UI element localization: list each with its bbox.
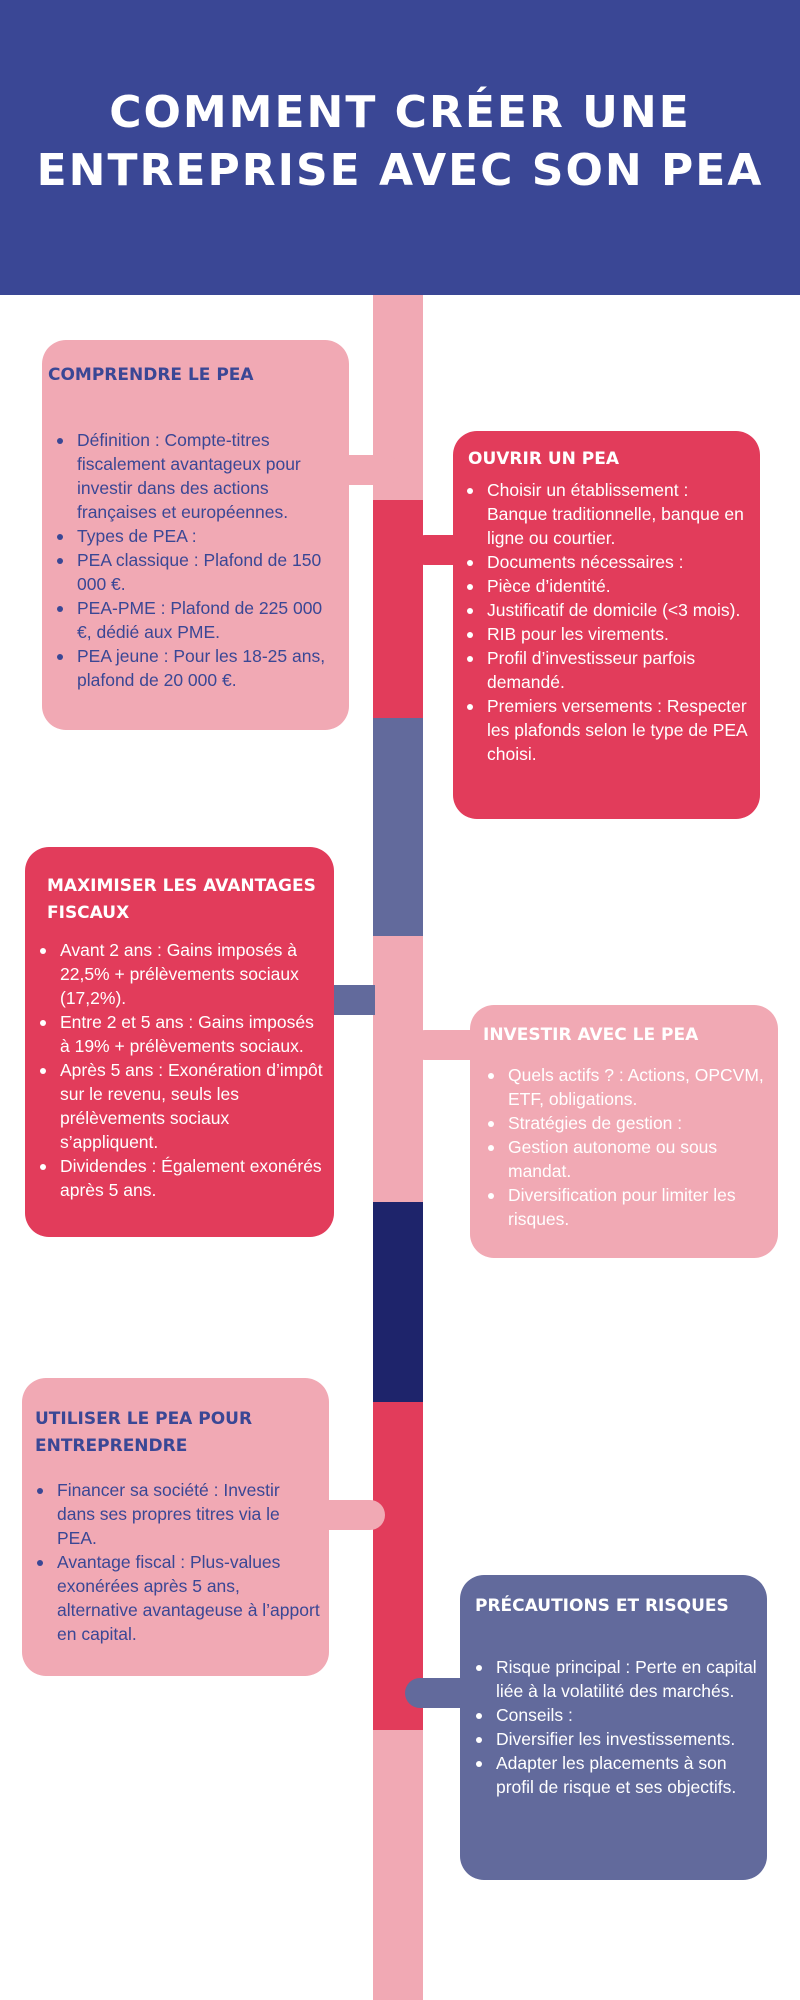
- card-maximiser-avantages: [25, 847, 334, 1237]
- card-list: [485, 1063, 770, 1231]
- card-heading: INVESTIR AVEC LE PEA: [483, 1025, 699, 1045]
- connector: [410, 1030, 475, 1060]
- card-utiliser-pea: [22, 1378, 329, 1676]
- list-item: Stratégies de gestion :: [485, 1111, 770, 1135]
- card-list: [473, 1655, 763, 1799]
- list-item: Gestion autonome ou sous mandat.: [485, 1135, 770, 1183]
- card-list: [37, 938, 325, 1202]
- list-item: Financer sa société : Investir dans ses propres titres via le PEA.: [34, 1478, 322, 1550]
- list-item: Quels actifs ? : Actions, OPCVM, ETF, obligations.: [485, 1063, 770, 1111]
- card-heading: OUVRIR UN PEA: [468, 449, 620, 469]
- list-item: RIB pour les virements.: [464, 622, 752, 646]
- card-heading: UTILISER LE PEA POUR ENTREPRENDRE: [35, 1409, 253, 1456]
- card-heading: PRÉCAUTIONS ET RISQUES: [475, 1596, 729, 1616]
- list-item: Choisir un établissement : Banque traditionnelle, banque en ligne ou courtier.: [464, 478, 752, 550]
- card-heading: MAXIMISER LES AVANTAGES FISCAUX: [47, 876, 316, 923]
- list-item: Avant 2 ans : Gains imposés à 22,5% + prélèvements sociaux (17,2%).: [37, 938, 325, 1010]
- list-item: Entre 2 et 5 ans : Gains imposés à 19% + prélèvements sociaux.: [37, 1010, 325, 1058]
- card-ouvrir-pea: [453, 431, 760, 819]
- list-item: Adapter les placements à son profil de risque et ses objectifs.: [473, 1751, 763, 1799]
- card-list: [54, 428, 336, 692]
- list-item: Justificatif de domicile (<3 mois).: [464, 598, 752, 622]
- list-item: Risque principal : Perte en capital liée à la volatilité des marchés.: [473, 1655, 763, 1703]
- list-item: Après 5 ans : Exonération d’impôt sur le revenu, seuls les prélèvements sociaux s’appliquent.: [37, 1058, 325, 1154]
- list-item: Diversification pour limiter les risques.: [485, 1183, 770, 1231]
- list-item: Avantage fiscal : Plus-values exonérées après 5 ans, alternative avantageuse à l’apport en capital.: [34, 1550, 322, 1646]
- timeline-segment: [373, 936, 423, 1202]
- list-item: Documents nécessaires :: [464, 550, 752, 574]
- list-item: PEA-PME : Plafond de 225 000 €, dédié aux PME.: [54, 596, 336, 644]
- list-item: PEA jeune : Pour les 18-25 ans, plafond de 20 000 €.: [54, 644, 336, 692]
- card-investir-pea: [470, 1005, 778, 1258]
- connector: [340, 455, 400, 485]
- list-item: Profil d’investisseur parfois demandé.: [464, 646, 752, 694]
- list-item: Conseils :: [473, 1703, 763, 1727]
- page-title: COMMENT CRÉER UNE ENTREPRISE AVEC SON PEA: [36, 87, 764, 196]
- card-list: [34, 1478, 322, 1646]
- timeline-segment: [373, 1202, 423, 1402]
- list-item: Types de PEA :: [54, 524, 336, 548]
- card-heading: COMPRENDRE LE PEA: [48, 365, 254, 385]
- list-item: Définition : Compte-titres fiscalement avantageux pour investir dans des actions françaises et européennes.: [54, 428, 336, 524]
- list-item: Dividendes : Également exonérés après 5 ans.: [37, 1154, 325, 1202]
- connector: [320, 1500, 385, 1530]
- timeline-segment: [373, 1730, 423, 2000]
- card-comprendre-pea: [42, 340, 349, 730]
- list-item: Pièce d’identité.: [464, 574, 752, 598]
- header-banner: [0, 0, 800, 295]
- list-item: Diversifier les investissements.: [473, 1727, 763, 1751]
- list-item: Premiers versements : Respecter les plafonds selon le type de PEA choisi.: [464, 694, 752, 766]
- card-list: [464, 478, 752, 766]
- timeline-segment: [373, 500, 423, 718]
- list-item: PEA classique : Plafond de 150 000 €.: [54, 548, 336, 596]
- timeline-segment: [373, 718, 423, 936]
- card-precautions-risques: [460, 1575, 767, 1880]
